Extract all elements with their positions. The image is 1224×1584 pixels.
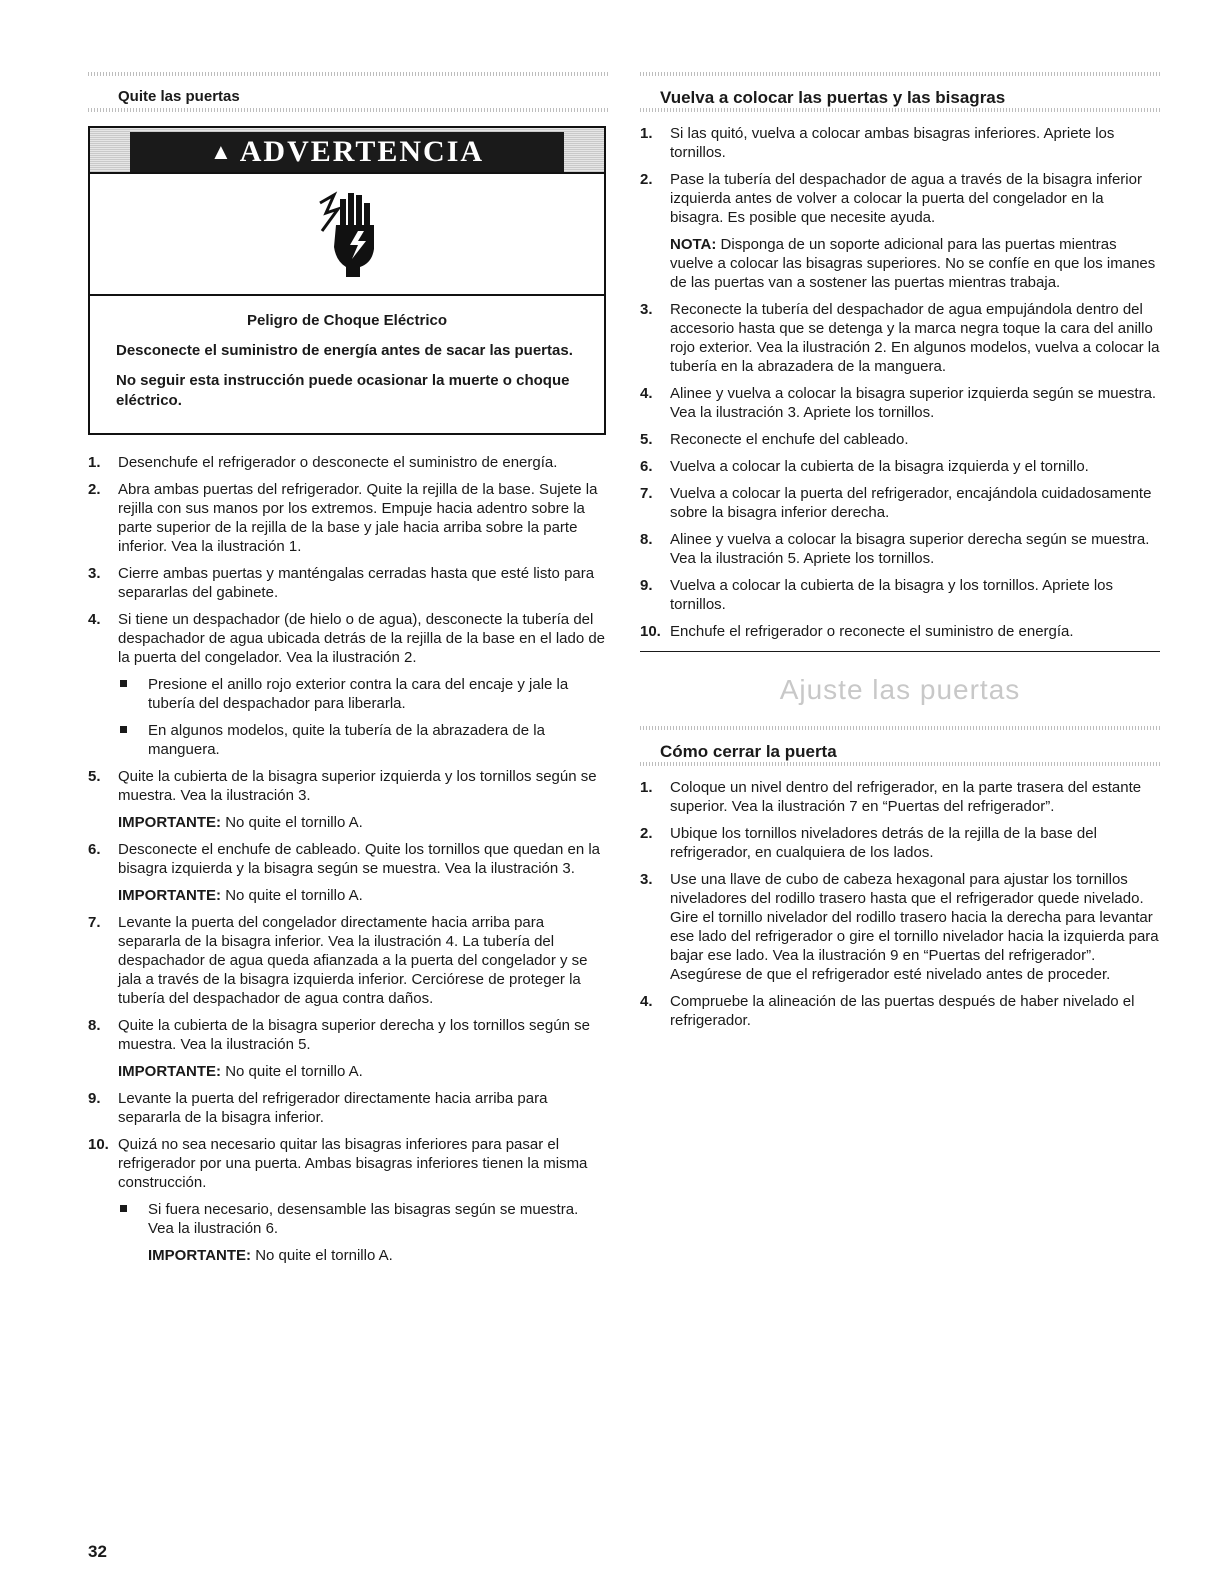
header-rule-bottom — [640, 108, 1160, 112]
step-text: Coloque un nivel dentro del refrigerador, en la parte trasera del estante superior. Vea la ilustración 7 en “Puertas del refrigerador”. — [670, 779, 1142, 815]
page-number: 32 — [88, 1542, 107, 1561]
section-header-remove-doors — [88, 68, 608, 112]
step-text: Pase la tubería del despachador de agua a través de la bisagra inferior izquierda antes de volver a colocar la puerta del congelador en la bisagra. Es posible que necesite ayuda. — [670, 171, 1142, 226]
warning-box — [88, 126, 606, 435]
step-number: 7. — [640, 485, 653, 502]
warning-line-2: No seguir esta instrucción puede ocasionar la muerte o choque eléctrico. — [116, 372, 570, 409]
section-title-adjust-doors: Ajuste las puertas — [779, 674, 1021, 705]
header-rule-top — [88, 72, 608, 76]
step-number: 4. — [88, 611, 101, 628]
close-door-steps — [640, 778, 1160, 1030]
list-item — [640, 824, 1160, 862]
list-item — [88, 480, 608, 556]
step-text: Vuelva a colocar la puerta del refrigerador, encajándola cuidadosamente sobre la bisagra inferior derecha. — [670, 485, 1152, 521]
list-item — [640, 530, 1160, 568]
warning-line-1: Desconecte el suministro de energía antes de sacar las puertas. — [116, 342, 573, 359]
note-text: Disponga de un soporte adicional para las puertas mientras vuelve a colocar las bisagras superiores. No se confíe en que los imanes de las puertas van a sostener las puertas mientras trabaja. — [670, 236, 1156, 291]
step-text: Desconecte el enchufe de cableado. Quite los tornillos que quedan en la bisagra izquierda y la bisagra según se muestra. Vea la ilustración 3. — [118, 841, 600, 877]
step-text: Reconecte el enchufe del cableado. — [670, 431, 909, 448]
step-number: 4. — [640, 993, 653, 1010]
header-rule-bottom — [88, 108, 608, 112]
list-item — [640, 124, 1160, 162]
section-heading: Quite las puertas — [118, 88, 240, 105]
step-number: 3. — [640, 301, 653, 318]
step-number: 3. — [88, 565, 101, 582]
step-number: 2. — [640, 825, 653, 842]
note-text: No quite el tornillo A. — [221, 887, 363, 904]
bullet-square-icon — [120, 1205, 127, 1212]
step-number: 1. — [88, 454, 101, 471]
list-item — [640, 576, 1160, 614]
note-label: NOTA: — [670, 236, 717, 253]
step-text: Levante la puerta del refrigerador directamente hacia arriba para separarla de la bisagra inferior. — [118, 1090, 548, 1126]
list-item — [640, 622, 1160, 641]
step-text: Reconecte la tubería del despachador de agua empujándola dentro del accesorio hasta que se detenga y la marca negra toque la cara del anillo rojo exterior. Vea la ilustración 2. En algunos modelos, vuelva a colocar la tubería en la abrazadera de la manguera. — [670, 301, 1160, 375]
warning-banner — [90, 128, 604, 174]
bullet-text: En algunos modelos, quite la tubería de la abrazadera de la manguera. — [148, 722, 545, 758]
step-number: 9. — [88, 1090, 101, 1107]
step-number: 6. — [88, 841, 101, 858]
important-note — [118, 813, 608, 832]
step-text: Quizá no sea necesario quitar las bisagras inferiores para pasar el refrigerador por una puerta. Ambas bisagras inferiores tienen la misma construcción. — [118, 1136, 588, 1191]
important-note — [118, 1062, 608, 1081]
step-number: 2. — [640, 171, 653, 188]
remove-doors-steps — [88, 453, 608, 1265]
warning-icon-area — [90, 174, 604, 296]
step-text: Ubique los tornillos niveladores detrás de la rejilla de la base del refrigerador, en cualquiera de los lados. — [670, 825, 1097, 861]
step-text: Vuelva a colocar la cubierta de la bisagra y los tornillos. Apriete los tornillos. — [670, 577, 1114, 613]
header-rule-top — [640, 726, 1160, 730]
note-label: IMPORTANTE: — [118, 1063, 222, 1080]
bullet-item — [118, 1200, 608, 1265]
left-column — [88, 68, 608, 1273]
step-number: 9. — [640, 577, 653, 594]
step-number: 10. — [88, 1136, 109, 1153]
note-label: IMPORTANTE: — [118, 887, 222, 904]
step-text: Use una llave de cubo de cabeza hexagonal para ajustar los tornillos niveladores del rodillo trasero hasta que el refrigerador quede nivelado. Gire el tornillo nivelador del rodillo trasero hacia la derecha para levantar ese lado del refrigerador o gire el tornillo nivelador hacia la izquierda para bajar ese lado. Vea la ilustración 9 en “Puertas del refrigerador”. Asegúrese de que el refrigerador esté nivelado antes de proceder. — [670, 871, 1159, 983]
list-item — [88, 767, 608, 832]
warning-hazard: Peligro de Choque Eléctrico — [246, 312, 448, 329]
step-text: Si las quitó, vuelva a colocar ambas bisagras inferiores. Apriete los tornillos. — [670, 125, 1115, 161]
reinstall-doors-steps — [640, 124, 1160, 641]
list-item — [88, 453, 608, 472]
note-text: No quite el tornillo A. — [221, 814, 363, 831]
list-item — [88, 1089, 608, 1127]
step-number: 7. — [88, 914, 101, 931]
list-item — [88, 913, 608, 1008]
list-item — [640, 992, 1160, 1030]
step-text: Cierre ambas puertas y manténgalas cerradas hasta que esté listo para separarlas del gabinete. — [118, 565, 595, 601]
important-note — [118, 886, 608, 905]
warning-label — [130, 132, 564, 172]
electrical-shock-hand-icon — [312, 189, 382, 279]
list-item — [88, 1016, 608, 1081]
step-number: 6. — [640, 458, 653, 475]
step-number: 1. — [640, 779, 653, 796]
bullet-text: Presione el anillo rojo exterior contra la cara del encaje y jale la tubería del despachador para liberarla. — [148, 676, 569, 712]
list-item — [640, 778, 1160, 816]
sub-bullets — [118, 1200, 608, 1265]
step-text: Compruebe la alineación de las puertas después de haber nivelado el refrigerador. — [670, 993, 1135, 1029]
list-item — [640, 384, 1160, 422]
header-rule-bottom — [640, 762, 1160, 766]
sub-bullets — [118, 675, 608, 759]
step-text: Abra ambas puertas del refrigerador. Quite la rejilla de la base. Sujete la rejilla con sus manos por los extremos. Empuje hacia adentro sobre la parte superior de la rejilla de la base y jale hacia arriba sobre la parte inferior. Vea la ilustración 1. — [118, 481, 598, 555]
list-item — [640, 300, 1160, 376]
note-label: IMPORTANTE: — [118, 814, 222, 831]
right-column — [640, 68, 1160, 1038]
step-text: Quite la cubierta de la bisagra superior izquierda y los tornillos según se muestra. Vea la ilustración 3. — [118, 768, 597, 804]
list-item — [88, 1135, 608, 1265]
section-heading: Vuelva a colocar las puertas y las bisagras — [660, 88, 1006, 107]
header-rule-top — [640, 72, 1160, 76]
step-text: Quite la cubierta de la bisagra superior derecha y los tornillos según se muestra. Vea la ilustración 5. — [118, 1017, 590, 1053]
bullet-item — [118, 675, 608, 713]
step-text: Si tiene un despachador (de hielo o de agua), desconecte la tubería del despachador de agua ubicada detrás de la rejilla de la base en el lado de la puerta del congelador. Vea la ilustración 2. — [118, 611, 606, 666]
section-header-close-door — [640, 722, 1160, 766]
step-text: Enchufe el refrigerador o reconecte el suministro de energía. — [670, 623, 1074, 640]
note-label: IMPORTANTE: — [148, 1247, 252, 1264]
step-number: 10. — [640, 623, 661, 640]
bullet-text: Si fuera necesario, desensamble las bisagras según se muestra. Vea la ilustración 6. — [148, 1201, 579, 1237]
section-header-reinstall-doors — [640, 68, 1160, 112]
important-note — [148, 1246, 608, 1265]
step-text: Desenchufe el refrigerador o desconecte el suministro de energía. — [118, 454, 558, 471]
list-item — [640, 484, 1160, 522]
step-text: Alinee y vuelva a colocar la bisagra superior izquierda según se muestra. Vea la ilustración 3. Apriete los tornillos. — [670, 385, 1157, 421]
note-text: No quite el tornillo A. — [251, 1247, 393, 1264]
step-number: 1. — [640, 125, 653, 142]
step-number: 5. — [640, 431, 653, 448]
warning-body — [90, 296, 604, 433]
step-text: Alinee y vuelva a colocar la bisagra superior derecha según se muestra. Vea la ilustración 5. Apriete los tornillos. — [670, 531, 1150, 567]
list-item — [640, 457, 1160, 476]
step-text: Vuelva a colocar la cubierta de la bisagra izquierda y el tornillo. — [670, 458, 1089, 475]
list-item — [88, 840, 608, 905]
warning-label-text: ADVERTENCIA — [239, 135, 485, 168]
step-number: 4. — [640, 385, 653, 402]
bullet-item — [118, 721, 608, 759]
note — [670, 235, 1160, 292]
list-item — [640, 430, 1160, 449]
step-number: 8. — [88, 1017, 101, 1034]
note-text: No quite el tornillo A. — [221, 1063, 363, 1080]
list-item — [88, 564, 608, 602]
step-text: Levante la puerta del congelador directamente hacia arriba para separarla de la bisagra inferior. Vea la ilustración 4. La tubería del despachador de agua queda afianzada a la puerta del congelador y se jala a través de la bisagra izquierda inferior. Cerciórese de proteger la tubería del despachador de agua contra daños. — [118, 914, 588, 1007]
bullet-square-icon — [120, 680, 127, 687]
warning-triangle-icon: ▲ — [209, 139, 234, 164]
step-number: 2. — [88, 481, 101, 498]
bullet-square-icon — [120, 726, 127, 733]
step-number: 5. — [88, 768, 101, 785]
step-number: 8. — [640, 531, 653, 548]
list-item — [640, 170, 1160, 292]
section-heading: Cómo cerrar la puerta — [660, 742, 837, 761]
list-item — [88, 610, 608, 759]
list-item — [640, 870, 1160, 984]
step-number: 3. — [640, 871, 653, 888]
divider — [640, 651, 1160, 652]
